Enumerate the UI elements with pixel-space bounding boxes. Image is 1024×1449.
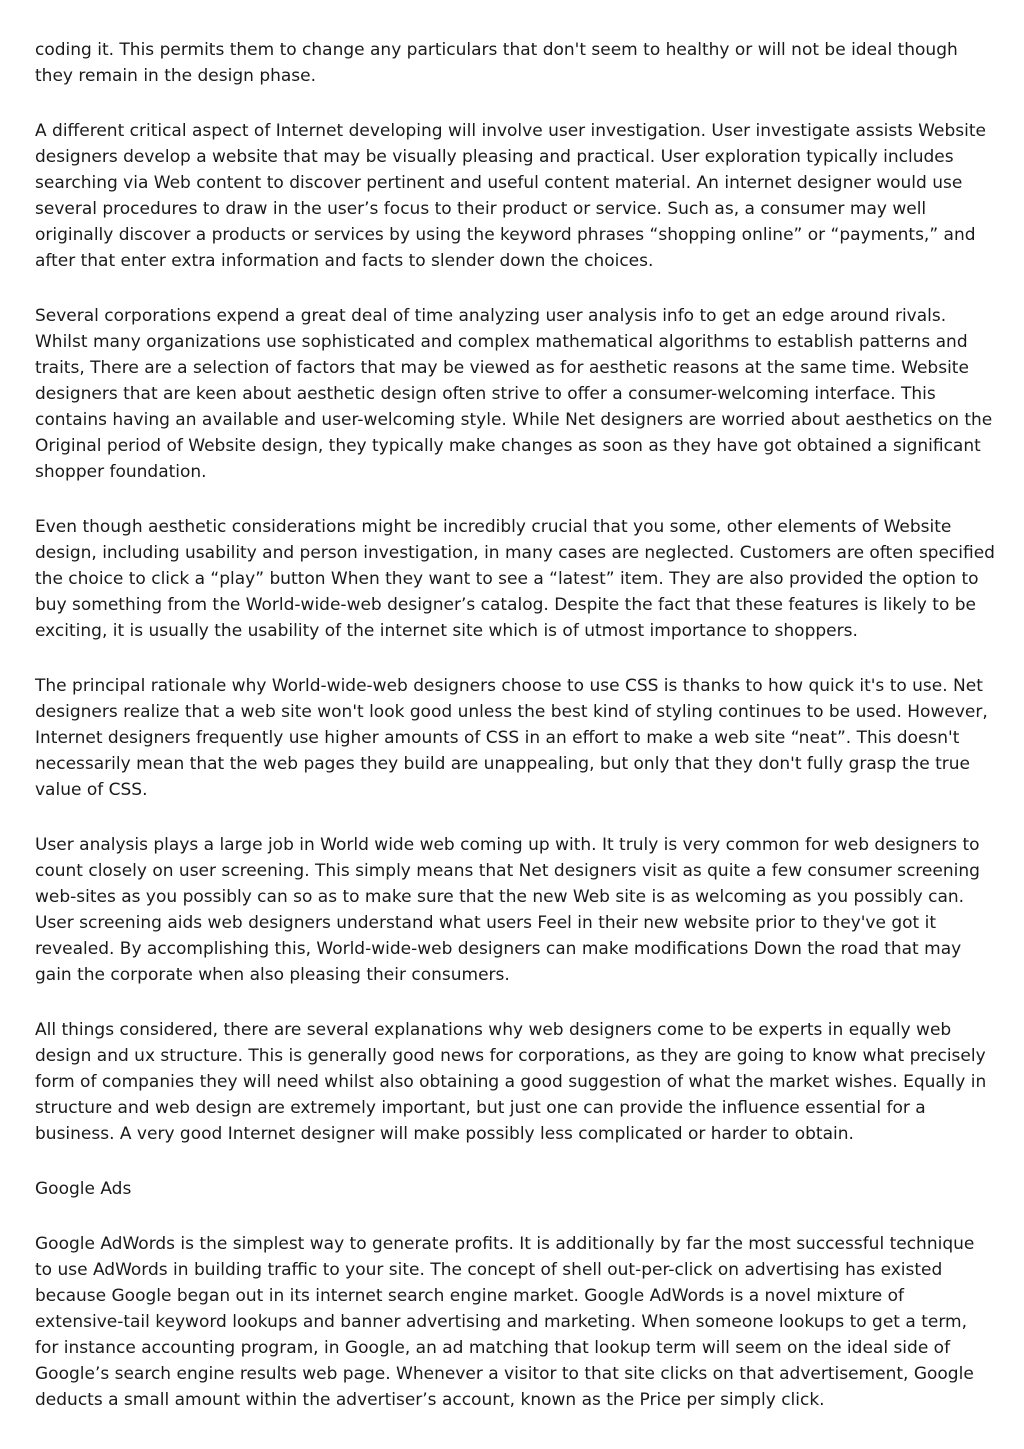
paragraph-final: Google AdWords is the simplest way to generate profits. It is additionally by far the most successful technique to use AdWords in building traffic to your site. The concept of shell out-per-click on advertising has existed because Google began out in its internet search engine market. Google AdWords is a novel mixture of extensive-tail keyword lookups and banner advertising and marketing. When someone lookups to get a term, for instance accounting program, in Google, an ad matching that lookup term will seem on the ideal side of Google’s search engine results web page. Whenever a visitor to that site clicks on that advertisement, Google deducts a small amount within the advertiser’s account, known as the Price per simply click. — [35, 1234, 975, 1410]
paragraph-4: Even though aesthetic considerations might be incredibly crucial that you some, other elements of Website design, including usability and person investigation, in many cases are neglected. Customers are often specified the choice to click a “play” button When they want to see a “latest” item. They are also provided the option to buy something from the World-wide-web designer’s catalog. Despite the fact that these features is likely to be exciting, it is usually the usability of the internet site which is of utmost importance to shoppers. — [35, 517, 995, 641]
paragraph-7: All things considered, there are several explanations why web designers come to be experts in equally web design and ux structure. This is generally good news for corporations, as they are going to know what precisely form of companies they will need whilst also obtaining a good suggestion of what the market wishes. Equally in structure and web design are extremely important, but just one can provide the influence essential for a business. A very good Internet designer will make possibly less complicated or harder to obtain. — [35, 1020, 987, 1144]
document-body — [35, 37, 995, 1442]
paragraph-1: coding it. This permits them to change any particulars that don't seem to healthy or will not be ideal though they remain in the design phase. — [35, 40, 958, 86]
paragraph-3: Several corporations expend a great deal of time analyzing user analysis info to get an edge around rivals. Whilst many organizations use sophisticated and complex mathematical algorithms to establish patterns and traits, There are a selection of factors that may be viewed as for aesthetic reasons at the same time. Website designers that are keen about aesthetic design often strive to offer a consumer-welcoming interface. This contains having an available and user-welcoming style. While Net designers are worried about aesthetics on the Original period of Website design, they typically make changes as soon as they have got obtained a significant shopper foundation. — [35, 306, 993, 482]
paragraph-6: User analysis plays a large job in World wide web coming up with. It truly is very common for web designers to count closely on user screening. This simply means that Net designers visit as quite a few consumer screening web-sites as you possibly can so as to make sure that the new Web site is as welcoming as you possibly can. User screening aids web designers understand what users Feel in their new website prior to they've got it revealed. By accomplishing this, World-wide-web designers can make modifications Down the road that may gain the corporate when also pleasing their consumers. — [35, 835, 980, 985]
section-heading: Google Ads — [35, 1179, 132, 1199]
paragraph-2: A different critical aspect of Internet developing will involve user investigation. User investigate assists Website designers develop a website that may be visually pleasing and practical. User exploration typically includes searching via Web content to discover pertinent and useful content material. An internet designer would use several procedures to draw in the user’s focus to their product or service. Such as, a consumer may well originally discover a products or services by using the keyword phrases “shopping online” or “payments,” and after that enter extra information and facts to slender down the choices. — [35, 121, 986, 271]
paragraph-5: The principal rationale why World-wide-web designers choose to use CSS is thanks to how quick it's to use. Net designers realize that a web site won't look good unless the best kind of styling continues to be used. However, Internet designers frequently use higher amounts of CSS in an effort to make a web site “neat”. This doesn't necessarily mean that the web pages they build are unappealing, but only that they don't fully grasp the true value of CSS. — [35, 676, 988, 800]
